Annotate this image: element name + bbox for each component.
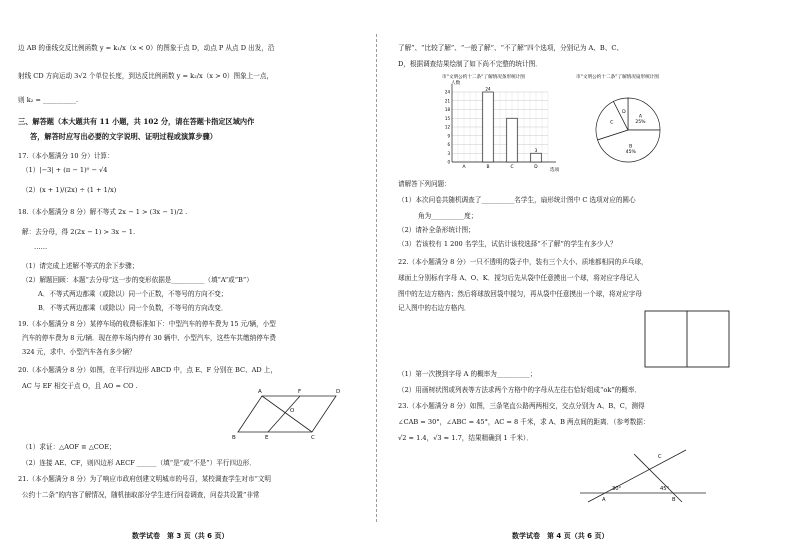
question-20: 20.（本小题满分 8 分）如图，在平行四边形 ABCD 中，点 E、F 分别在 BC、AD 上， [18, 366, 277, 374]
angle-b-label: 45° [660, 486, 670, 492]
two-square-grid [644, 310, 734, 370]
text-line: …… [34, 243, 48, 251]
text-line: 请解答下列问题： [398, 180, 451, 188]
text-line: （2）连接 AE、CF，则四边形 AECF ______（填“是”或“不是”）平行四边形． [22, 459, 256, 467]
pie-chart [576, 72, 716, 172]
text-line: 球面上分别标有字母 A、O、K．搅匀后先从袋中任意摸出一个球，将对应字母记入 [398, 274, 640, 282]
bar-chart-y-ticks [445, 90, 451, 165]
text-line: （1）|−3| + (π − 1)⁰ − √4 [22, 166, 108, 174]
y-tick-label: 0 [447, 159, 450, 165]
point-e: E [265, 435, 269, 441]
pie-percent-label: 25% [635, 120, 646, 126]
page-3 [0, 0, 372, 560]
vertex-a: A [258, 389, 262, 395]
vertex-b: B [232, 435, 236, 441]
question-21: 21.（本小题满分 8 分）为了响应市政府创建文明城市的号召，某校调查学生对市“文明 [18, 475, 272, 483]
x-tick-label: D [534, 165, 538, 170]
text-line: D，根据调查结果绘制了如下尚不完整的统计图． [398, 60, 542, 68]
x-tick-label: B [486, 165, 490, 170]
bar-chart-grid [452, 84, 556, 162]
y-tick-label: 12 [444, 124, 450, 130]
bar-chart [438, 72, 578, 172]
y-tick-label: 3 [447, 150, 450, 156]
bar-chart-x-ticks [462, 164, 538, 170]
y-tick-label: 6 [447, 142, 450, 147]
option-b: B．不等式两边都乘（或除以）同一个负数，不等号的方向改变． [38, 304, 228, 312]
text-line: （2）请补全条形统计图； [398, 226, 475, 234]
pie-label: C [610, 120, 614, 126]
angle-a-label: 30° [612, 486, 622, 492]
text-line: （1）求证：△AOF ≌ △COE； [22, 443, 116, 451]
section-heading: 答，解答时应写出必要的文字说明、证明过程或演算步骤） [30, 132, 217, 141]
y-tick-label: 9 [447, 133, 450, 139]
text-line: 边 AB 的垂线交反比例函数 y = k₁/x（x < 0）的图象于点 D，动点 P 从点 D 出发，沿 [18, 44, 275, 52]
text-line: 图中的左边方格内；然后将球放回袋中搅匀，再从袋中任意摸出一个球，将对应字母 [398, 290, 642, 298]
y-tick-label: 15 [444, 115, 450, 121]
text-line: （2）(x + 1)/(2x) ÷ (1 + 1/x) [22, 186, 117, 194]
text-line: AC 与 EF 相交于点 O，且 AO = CO . [22, 382, 138, 390]
text-line: （1）本次问卷共随机调查了__________名学生，扇形统计图中 C 选项对应的圆心 [398, 196, 636, 204]
question-17: 17.（本小题满分 10 分）计算： [18, 152, 114, 160]
bar-chart-title: 市“文明公约十二条”了解情况条形统计图 [442, 75, 525, 80]
point-b-label: B [672, 497, 676, 503]
pie-chart-title: 市“文明公约十二条”了解情况扇形统计图 [576, 75, 659, 80]
parallelogram-figure [0, 0, 372, 560]
x-tick-label: C [510, 165, 514, 170]
text-line: （2）解题回顾：本题“去分母”这一步的变形依据是__________（填“A”或“B”） [22, 276, 253, 284]
page-footer: 数学试卷 第 4 页（共 6 页） [512, 532, 609, 540]
y-tick-label: 18 [444, 107, 450, 112]
text-line: 324 元，求中、小型汽车各有多少辆？ [22, 348, 136, 356]
option-a: A．不等式两边都乘（或除以）同一个正数，不等号的方向不变； [38, 290, 228, 298]
pie-label: A [638, 114, 643, 120]
column-divider [376, 34, 377, 522]
text-line: 了解”、“比较了解”、“一般了解”、“不了解”四个选项，分别记为 A、B、C、 [398, 44, 623, 52]
question-18: 18.（本小题满分 8 分）解不等式 2x − 1 > (3x − 1)/2 . [18, 208, 188, 216]
text-line: （1）请完成上述解不等式的余下步骤； [22, 262, 139, 270]
y-tick-label: 21 [444, 98, 450, 104]
bar-chart-xlabel: 选项 [550, 168, 560, 173]
bar-chart-ylabel: 人数 [451, 81, 461, 86]
text-line: 记入图中的右边方格内． [398, 304, 471, 312]
vertex-c: C [311, 435, 315, 441]
question-19: 19.（本小题满分 8 分）某停车场的收费标准如下：中型汽车的停车费为 15 元/辆，小型 [18, 320, 276, 328]
question-22: 22.（本小题满分 8 分）一只不透明的袋子中，装有三个大小、质地都相同的乒乓球， [398, 258, 648, 266]
page-4 [382, 0, 794, 560]
text-line: 公约十二条”的内容了解情况，随机抽取部分学生进行问卷调查，问卷共设置“非常 [22, 491, 260, 499]
bar [483, 92, 494, 162]
pie-slice [628, 98, 660, 130]
section-heading: 三、解答题（本大题共有 11 小题，共 102 分，请在答题卡指定区域内作 [18, 117, 255, 126]
text-line: 角为__________度； [418, 212, 478, 220]
bar [507, 118, 518, 162]
text-line: （2）用画树状图或列表等方法求两个方格中的字母从左往右恰好组成“ok”的概率． [398, 386, 642, 394]
text-line: 汽车的停车费为 8 元/辆．现在停车场内停有 30 辆中、小型汽车，这些车共缴纳停车费 [22, 334, 276, 342]
pie-label: D [622, 109, 626, 115]
point-c-label: C [658, 454, 662, 460]
pie-label: B [629, 144, 633, 150]
pie-percent-label: 45% [625, 149, 636, 155]
text-line: （1）第一次摸到字母 A 的概率为__________； [398, 370, 537, 378]
text-line: （3）若该校有 1 200 名学生，试估计该校选择“不了解”的学生有多少人？ [398, 240, 617, 248]
vertex-f: F [298, 389, 302, 395]
point-a-label: A [602, 497, 606, 503]
roads-triangle-figure [578, 450, 708, 520]
text-line: 则 k₂ = __________. [18, 96, 79, 104]
point-o: O [290, 408, 295, 414]
y-tick-label: 24 [444, 89, 450, 95]
text-line: √2 ≈ 1.4，√3 ≈ 1.7，结果精确到 1 千米）． [398, 434, 533, 442]
text-line: ∠CAB = 30°，∠ABC = 45°，AC = 8 千米，求 A、B 两点间的距离．（参考数据： [398, 418, 650, 426]
bar [531, 153, 542, 162]
text-line: 解：去分母，得 2(2x − 1) > 3x − 1. [22, 228, 136, 236]
question-23: 23.（本小题满分 8 分）如图，三条笔直公路两两相交，交点分别为 A、B、C，测得 [398, 402, 645, 410]
page-footer: 数学试卷 第 3 页（共 6 页） [132, 532, 229, 540]
text-line: 射线 CD 方向运动 3√2 个单位长度，到达反比例函数 y = k₂/x（x > 0）图象上一点， [18, 72, 274, 80]
vertex-d: D [336, 389, 341, 395]
x-tick-label: A [462, 165, 466, 170]
data-label: 3 [534, 147, 538, 153]
data-label: 24 [485, 86, 491, 92]
